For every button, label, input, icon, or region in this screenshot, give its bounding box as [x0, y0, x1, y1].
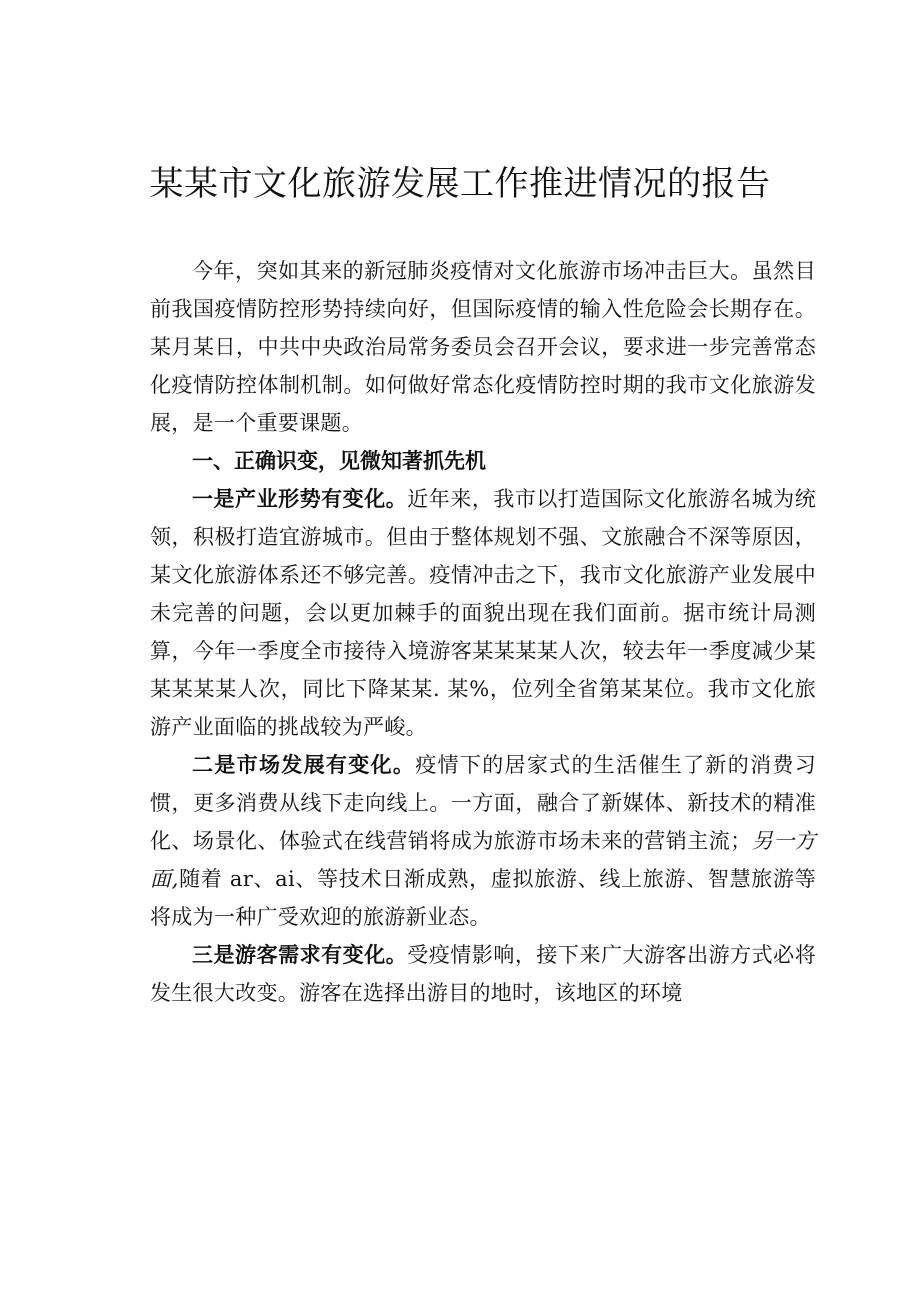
- paragraph-italic-text: 另一方面,: [150, 829, 816, 891]
- paragraph-text: 随着 ar、ai、等技术日渐成熟，虚拟旅游、线上旅游、智慧旅游等将成为一种广受欢迎的旅游新业态。: [150, 867, 816, 929]
- paragraph-text: 近年来，我市以打造国际文化旅游名城为统领，积极打造宜游城市。但由于整体规划不强、文旅融合不深等原因，某文化旅游体系还不够完善。疫情冲击之下，我市文化旅游产业发展中未完善的问题，会以更加棘手的面貌出现在我们面前。据市统计局测算，今年一季度全市接待入境游客某某某某人次，较去年一季度减少某某某某某人次，同比下降某某. 某%，位列全省第某某位。我市文化旅游产业面临的挑战较为严峻。: [150, 487, 816, 739]
- paragraph-lead: 三是游客需求有变化。: [192, 943, 408, 967]
- document-body: [150, 252, 816, 1012]
- paragraph-lead: 一是产业形势有变化。: [192, 487, 408, 511]
- paragraph-text: 受疫情影响，接下来广大游客出游方式必将发生很大改变。游客在选择出游目的地时，该地区的环境: [150, 943, 816, 1005]
- paragraph-visitor-change: [150, 936, 816, 1012]
- document-title: 某某市文化旅游发展工作推进情况的报告: [149, 164, 771, 204]
- intro-paragraph: 今年，突如其来的新冠肺炎疫情对文化旅游市场冲击巨大。虽然目前我国疫情防控形势持续向好，但国际疫情的输入性危险会长期存在。某月某日，中共中央政治局常务委员会召开会议，要求进一步完善常态化疫情防控体制机制。如何做好常态化疫情防控时期的我市文化旅游发展，是一个重要课题。: [150, 259, 816, 435]
- paragraph-industry-change: [150, 480, 816, 746]
- paragraph-lead: 二是市场发展有变化。: [192, 753, 416, 777]
- section-heading-1: 一、正确识变，见微知著抓先机: [192, 449, 486, 473]
- paragraph-market-change: [150, 746, 816, 936]
- paragraph-text: 疫情下的居家式的生活催生了新的消费习惯，更多消费从线下走向线上。一方面，融合了新媒体、新技术的精准化、场景化、体验式在线营销将成为旅游市场未来的营销主流；: [150, 753, 817, 853]
